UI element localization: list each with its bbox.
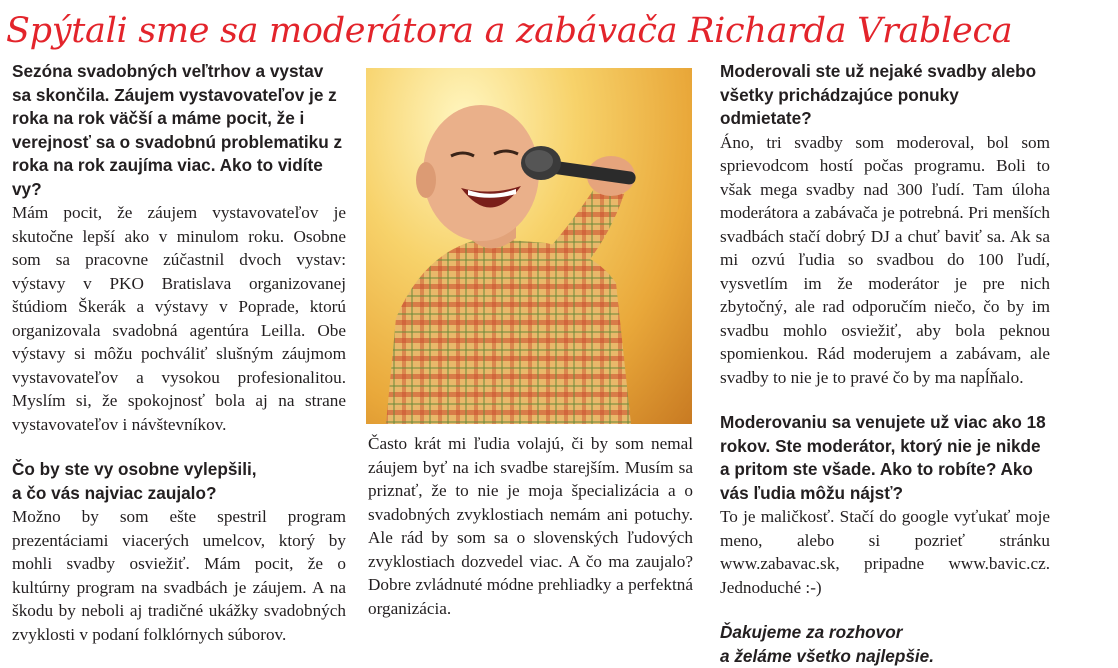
answer-3: Áno, tri svadby som moderoval, bol som sprievodcom hostí počas programu. Boli to však mega svadby nad 300 ľudí. Tam úloha moderátora a zabávača je potrebná. Pri menších svadbách stačí dobrý DJ a chuť baviť sa. Ak sa mi ozvú ľudia so svadbou do 100 ľudí, vysvetlím im že moderátor je pre nich zbytočný, ale rad odporučím niečo, čo by im svadbu mohlo osviežiť, aby bola peknou spomienkou. Rád moderujem a zabávam, ale svadby to nie je to pravé čo by ma napĺňalo.	[720, 131, 1050, 390]
singer-illustration	[366, 68, 692, 424]
answer-2-continued: Často krát mi ľudia volajú, či by som nemal záujem byť na ich svadbe starejším. Musím sa priznať, že to nie je moja špecializácia a o svadobných zvyklostiach nemám ani potuchy. Ale rád by som sa o slovenských ľudových zvyklostiach dozvedel viac. A čo ma zaujalo? Dobre zvládnuté módne prehliadky a perfektná organizácia.	[368, 432, 693, 620]
answer-1: Mám pocit, že záujem vystavovateľov je skutočne lepší ako v minulom roku. Osobne som sa pracovne zúčastnil dvoch vystav: výstavy v PKO Bratislava organizovanej štúdiom Škerák a výstavy v Poprade, ktorú organizovala svadobná agentúra Leilla. Obe výstavy si môžu pochváliť slušným záujmom vystavovateľov a vysokou profesionalitou. Myslím si, že spokojnosť bola aj na strane vystavovateľov i návštevníkov.	[12, 201, 346, 436]
question-3: Moderovali ste už nejaké svadby alebo všetky prichádzajúce ponuky odmietate?	[720, 60, 1050, 131]
answer-4: To je maličkosť. Stačí do google vyťukať moje meno, alebo si pozrieť stránku www.zabavac.sk, pripadne www.bavic.cz. Jednoduché :-)	[720, 505, 1050, 599]
answer-2: Možno by som ešte spestril program prezentáciami viacerých umelcov, ktorý by mohli svadby osviežiť. Mám pocit, že o kultúrny program na svadbách je záujem. A na škodu by neboli aj tradičné ukážky svadobných zvyklosti v podaní folklórnych súborov.	[12, 505, 346, 646]
article-title: Spýtali sme sa moderátora a zabávača Richarda Vrableca	[6, 2, 1112, 62]
question-2-line-2: a čo vás najviac zaujalo?	[12, 482, 346, 506]
column-left	[12, 60, 346, 646]
closing-line-2: a želáme všetko najlepšie.	[720, 645, 1050, 668]
column-middle	[368, 432, 693, 620]
question-2-line-1: Čo by ste vy osobne vylepšili,	[12, 458, 346, 482]
column-right	[720, 60, 1050, 668]
closing-line-1: Ďakujeme za rozhovor	[720, 621, 1050, 645]
question-1: Sezóna svadobných veľtrhov a vystav sa skončila. Záujem vystavovateľov je z roka na rok väčší a máme pocit, že i verejnosť sa o svadobnú problematiku z roka na rok zaujíma viac. Ako to vidíte vy?	[12, 60, 346, 201]
singer-photo	[366, 68, 692, 424]
question-4: Moderovaniu sa venujete už viac ako 18 rokov. Ste moderátor, ktorý nie je nikde a pritom ste všade. Ako to robíte? Ako vás ľudia môžu nájsť?	[720, 411, 1050, 505]
